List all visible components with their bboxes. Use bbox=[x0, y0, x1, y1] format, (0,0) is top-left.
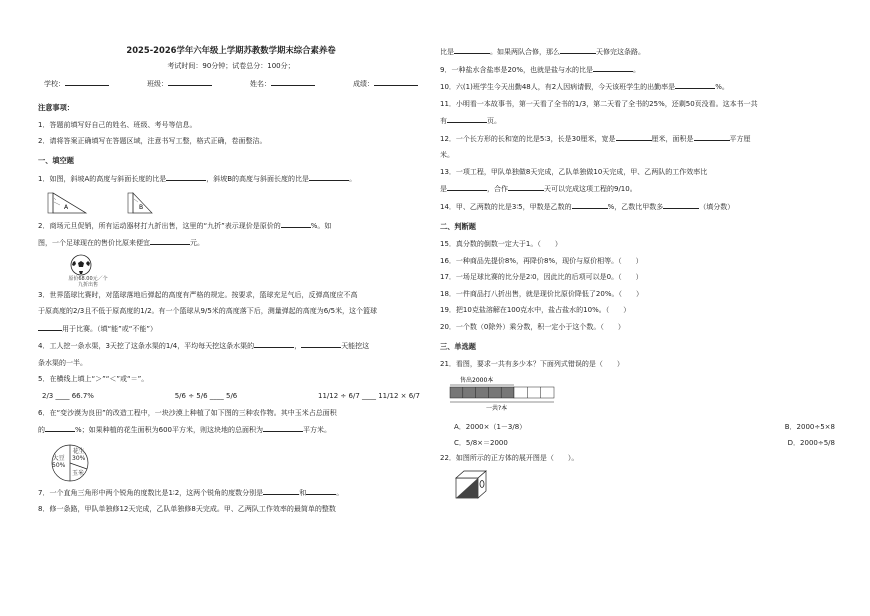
judge-item[interactable]: 18．一件商品打八折出售，就是现价比原价降低了20%。（ ） bbox=[440, 289, 643, 298]
question-14 bbox=[440, 199, 845, 216]
q5-item-1[interactable]: 2/3 ____ 66.7% bbox=[42, 391, 94, 400]
question-6: 6．在“变沙漠为良田”的改造工程中，一块沙漠上种植了如下图的三种农作物。其中玉米占总面积 bbox=[38, 408, 337, 417]
question-12-end: 米。 bbox=[440, 151, 454, 159]
q2-text-d: 元。 bbox=[190, 239, 204, 247]
q12-blank-1[interactable] bbox=[616, 131, 652, 141]
football-figure bbox=[58, 254, 118, 288]
exam-subtitle: 考试时间：90分钟；试卷总分：100分； bbox=[167, 62, 295, 70]
q3-text-g: 用于比赛。（填“能”或“不能”） bbox=[62, 324, 158, 333]
question-4 bbox=[38, 338, 424, 355]
q11-text-a: 11．小明看一本故事书，第一天看了全书的 bbox=[440, 99, 575, 108]
q2-text-c: 图，一个足球现在的售价比原来便宜 bbox=[38, 239, 150, 247]
section-fill-title: 一、填空题 bbox=[38, 156, 74, 165]
q3-frac-3: 9/5 bbox=[200, 307, 212, 315]
judge-item[interactable]: 15．真分数的倒数一定大于1。（ ） bbox=[440, 240, 562, 248]
q9-text-b: 。 bbox=[633, 65, 641, 74]
question-8: 8．修一条路，甲队单独修12天完成，乙队单独修8天完成。甲、乙两队工作效率的最简单的整数 bbox=[38, 505, 336, 513]
q21-option-b[interactable]: B．2000÷5×8 bbox=[784, 422, 835, 431]
q13-text-b: 是 bbox=[440, 185, 447, 193]
question-3-end bbox=[38, 321, 424, 338]
q8-text-c: 天修完这条路。 bbox=[596, 48, 645, 56]
q2-text-a: 2．商场元旦促销，所有运动器材打九折出售，这里的“九折”表示现价是原价的 bbox=[38, 221, 281, 230]
q2-blank-2[interactable] bbox=[150, 235, 190, 245]
q13-text-c: ，合作 bbox=[487, 185, 508, 193]
question-3-cont bbox=[38, 304, 424, 320]
q12-text-b: 厘米，面积是 bbox=[651, 134, 694, 143]
question-13-cont bbox=[440, 181, 845, 198]
q3-text-b: 于原高度的 bbox=[38, 307, 73, 315]
q3-text-f: 米，这个篮球 bbox=[335, 307, 378, 315]
slope-b-label: B bbox=[139, 203, 144, 211]
question-3: 3．世界篮球比赛时，对篮球落地后弹起的高度有严格的规定。按要求，篮球充足气后，反弹高度应不高 bbox=[38, 290, 358, 299]
pie-label-corn: 玉米 bbox=[72, 469, 85, 477]
question-8-cont bbox=[440, 44, 845, 61]
question-11 bbox=[440, 97, 845, 113]
q11-frac: 1/3 bbox=[574, 99, 587, 108]
q13-blank-1[interactable] bbox=[447, 181, 487, 191]
q6-blank-2[interactable] bbox=[263, 422, 303, 432]
question-9 bbox=[440, 62, 845, 79]
ball-price-caption: 原价68.00元／个 bbox=[68, 275, 108, 282]
q8-text-a: 比是 bbox=[440, 48, 454, 56]
q3-blank[interactable] bbox=[38, 321, 62, 331]
slope-diagram bbox=[44, 190, 174, 214]
name-label: 姓名： bbox=[250, 80, 271, 88]
pie-label-bean: 大豆 50% bbox=[52, 454, 66, 469]
note-item: 1．答题前填写好自己的姓名、班级、考号等信息。 bbox=[38, 121, 197, 129]
q12-blank-2[interactable] bbox=[694, 131, 730, 141]
q21-options-row-2 bbox=[440, 435, 845, 451]
slope-figures bbox=[44, 190, 424, 214]
q7-blank-2[interactable] bbox=[306, 485, 336, 495]
q4-text-c: ， bbox=[294, 342, 302, 350]
question-13: 13．一项工程，甲队单独做8天完成，乙队单独做10天完成，甲、乙两队的工作效率比 bbox=[440, 167, 708, 176]
judge-item[interactable]: 19．把10克盐溶解在100克水中，盐占盐水的10%。（ ） bbox=[440, 306, 631, 314]
q8-text-b: 。如果两队合修，那么 bbox=[490, 48, 560, 56]
q6-text-c: %；如果种植的花生面积为600平方米，则这块地的总面积为 bbox=[75, 426, 264, 434]
q5-comparisons bbox=[38, 392, 424, 400]
q4-frac: 1/4 bbox=[165, 342, 178, 350]
question-4-end: 条水渠的一半。 bbox=[38, 358, 87, 367]
right-column bbox=[440, 44, 845, 504]
q8-blank-2[interactable] bbox=[560, 44, 596, 54]
q9-text-a: 9．一种盐水含盐率是20%，也就是盐与水的比是 bbox=[440, 65, 594, 74]
q12-text-c: 平方厘 bbox=[729, 134, 751, 143]
q21-option-a[interactable]: A．2000×（1－3/8） bbox=[454, 422, 527, 431]
exam-title: 2025-2026学年六年级上学期苏教数学期末综合素养卷 bbox=[126, 45, 336, 55]
cube-figure bbox=[446, 468, 845, 500]
q10-text-a: 10．六(1)班学生今天出勤48人，有2人因病请假，今天该班学生的出勤率是 bbox=[440, 83, 676, 91]
q11-blank[interactable] bbox=[447, 113, 487, 123]
q4-blank-1[interactable] bbox=[254, 338, 294, 348]
question-6-cont bbox=[38, 422, 424, 439]
student-info-line bbox=[38, 76, 424, 89]
q3-frac-4: 6/5 bbox=[323, 307, 336, 315]
class-label: 班级： bbox=[147, 80, 168, 88]
section-choice-title: 三、单选题 bbox=[440, 342, 476, 351]
q4-text-d: 天能挖这 bbox=[341, 342, 370, 350]
notes-title: 注意事项： bbox=[38, 103, 74, 112]
school-field[interactable] bbox=[44, 76, 109, 89]
class-field[interactable] bbox=[147, 76, 212, 89]
score-field[interactable] bbox=[353, 76, 418, 89]
q9-blank[interactable] bbox=[593, 62, 633, 72]
q2-text-b: %。如 bbox=[310, 221, 332, 230]
question-1 bbox=[38, 171, 424, 188]
judge-item[interactable]: 20．一个数（0除外）乘分数，积一定小于这个数。（ ） bbox=[440, 322, 625, 331]
q4-text-b: ，平均每天挖这条水渠的 bbox=[177, 342, 255, 350]
q1-blank-1[interactable] bbox=[166, 171, 206, 181]
note-item: 2．请将答案正确填写在答题区域，注意书写工整，格式正确，卷面整洁。 bbox=[38, 136, 267, 145]
q13-blank-2[interactable] bbox=[508, 181, 544, 191]
q21-options-row-1 bbox=[440, 419, 845, 435]
crop-pie-chart bbox=[50, 443, 90, 483]
bar-bottom-label: 一共?本 bbox=[486, 404, 508, 412]
q7-text-b: 和 bbox=[299, 488, 307, 497]
q3-text-c: 且不低于原高度的 bbox=[84, 307, 141, 315]
q14-text-c: （填分数） bbox=[699, 202, 735, 211]
q14-blank-2[interactable] bbox=[663, 199, 699, 209]
question-2 bbox=[38, 218, 424, 235]
q7-blank-1[interactable] bbox=[263, 485, 299, 495]
question-11-end bbox=[440, 113, 845, 130]
q3-frac-2: 1/2 bbox=[140, 307, 152, 315]
q5-item-2[interactable]: 5/6 ÷ 5/6 ____ 5/6 bbox=[174, 391, 238, 400]
q4-blank-2[interactable] bbox=[301, 338, 341, 348]
bar-top-label: 售出2000本 bbox=[460, 376, 494, 384]
question-22: 22．如图所示的正方体的展开图是（ ）。 bbox=[440, 453, 579, 462]
q11-text-b: ，第二天看了全书的25%，还剩50页没看。这本书一共 bbox=[586, 99, 758, 108]
q21-option-c[interactable]: C．5/8×＝2000 bbox=[454, 438, 508, 447]
q2-blank-1[interactable] bbox=[281, 218, 311, 228]
q10-blank[interactable] bbox=[675, 79, 715, 89]
football-icon bbox=[70, 254, 92, 276]
question-21: 21．看图，要求一共有多少本？下面列式错误的是（ ） bbox=[440, 360, 624, 368]
q10-text-b: %。 bbox=[715, 83, 729, 91]
q1-text-c: 。 bbox=[349, 175, 357, 183]
q13-text-d: 天可以完成这项工程的 bbox=[544, 185, 614, 193]
section-judge-title: 二、判断题 bbox=[440, 222, 476, 231]
cube-icon bbox=[454, 468, 494, 500]
q12-text-a: 12．一个长方形的长和宽的比是5∶3，长是30厘米，宽是 bbox=[440, 134, 616, 143]
q1-text-a: 1．如图，斜坡A的高度与斜面长度的比是 bbox=[38, 175, 167, 183]
bar-model-figure bbox=[446, 375, 845, 415]
pie-label-peanut: 花生 30% bbox=[72, 447, 86, 462]
q11-text-d: 页。 bbox=[487, 117, 501, 125]
q3-frac-1: 2/3 bbox=[73, 307, 85, 315]
left-column bbox=[38, 44, 424, 519]
q5-item-3[interactable]: 11/12 ÷ 6/7 ____ 11/12 × 6/7 bbox=[318, 391, 420, 400]
q3-text-d: 。有一个篮球从 bbox=[151, 307, 201, 315]
q6-blank-1[interactable] bbox=[45, 422, 75, 432]
q11-text-c: 有 bbox=[440, 117, 447, 125]
school-label: 学校： bbox=[44, 80, 65, 88]
q7-text-c: 。 bbox=[336, 488, 344, 497]
question-2-cont bbox=[38, 235, 424, 252]
q21-option-d[interactable]: D．2000÷5/8 bbox=[787, 438, 835, 447]
question-5: 5．在横线上填上“＞”“＜”或“＝”。 bbox=[38, 375, 149, 383]
question-7 bbox=[38, 485, 424, 502]
q14-blank-1[interactable] bbox=[572, 199, 608, 209]
q6-text-b: 的 bbox=[38, 426, 45, 434]
q13-frac: 9/10 bbox=[614, 185, 630, 193]
q8-blank-1[interactable] bbox=[454, 44, 490, 54]
q7-text-a: 7．一个直角三角形中两个锐角的度数比是1∶2，这两个锐角的度数分别是 bbox=[38, 488, 264, 497]
slope-a-label: A bbox=[64, 203, 69, 211]
ball-discount-caption: 九折出售 bbox=[77, 281, 98, 288]
q4-text-a: 4．工人挖一条水渠，3天挖了这条水渠的 bbox=[38, 342, 166, 350]
name-field[interactable] bbox=[250, 76, 315, 89]
q13-text-e: 。 bbox=[629, 185, 637, 193]
judge-item[interactable]: 17．一场足球比赛的比分是2∶0，因此比的后项可以是0。（ ） bbox=[440, 273, 643, 281]
bar-model-svg bbox=[446, 375, 566, 415]
q3-text-e: 米的高度落下后，测量弹起的高度为 bbox=[211, 307, 324, 315]
q1-blank-2[interactable] bbox=[309, 171, 349, 181]
q14-text-b: %，乙数比甲数多 bbox=[607, 202, 664, 211]
question-12 bbox=[440, 131, 845, 148]
q1-text-b: ，斜坡B的高度与斜面长度的比是 bbox=[206, 175, 310, 183]
judge-item[interactable]: 16．一种商品先提价8%，再降价8%，现价与原价相等。（ ） bbox=[440, 256, 643, 265]
score-label: 成绩： bbox=[353, 80, 374, 88]
q6-text-d: 平方米。 bbox=[303, 426, 332, 434]
q14-text-a: 14．甲、乙两数的比是3∶5，甲数是乙数的 bbox=[440, 202, 572, 211]
question-10 bbox=[440, 79, 845, 96]
